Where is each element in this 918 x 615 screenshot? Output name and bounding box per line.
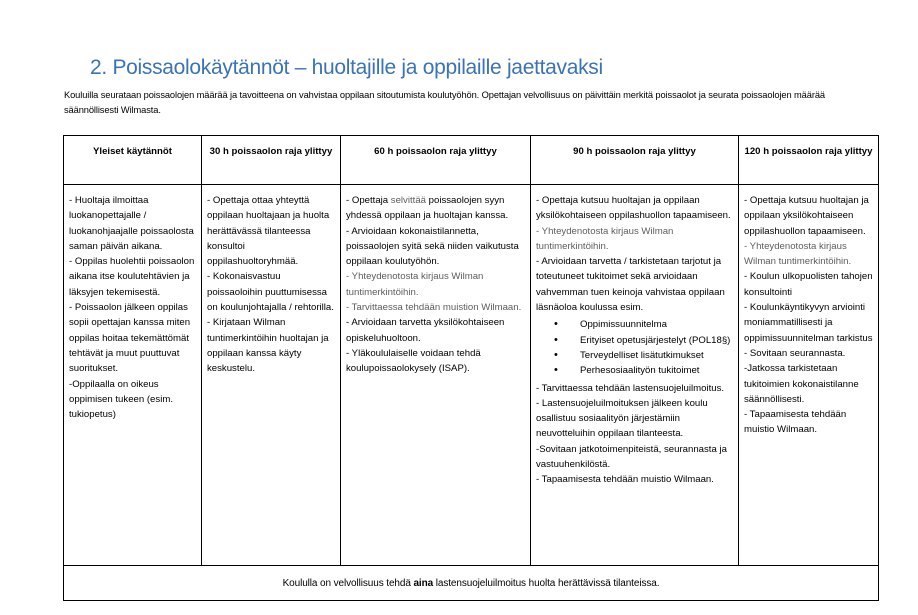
bullet-item: • Erityiset opetusjärjestelyt (POL18§): [580, 333, 734, 348]
list-item: - Opettaja kutsuu huoltajan ja oppilaan yksilökohtaiseen oppilashuollon tapaamiseen.: [536, 195, 731, 222]
list-item: -Oppilaalla on oikeus oppimisen tukeen (esim. tukiopetus): [69, 378, 173, 421]
list-item: - Yhteydenotosta kirjaus Wilman tuntimerkintöihin.: [346, 271, 484, 298]
list-item: - Tarvittaessa tehdään muistion Wilmaan.: [346, 302, 522, 314]
header-general: Yleiset käytännöt: [64, 136, 202, 185]
list-item: - Opettaja kutsuu huoltajan ja oppilaan yksilökohtaiseen oppilashuollon tapaamiseen.: [744, 195, 869, 237]
header-60h: 60 h poissaolon raja ylittyy: [341, 136, 531, 185]
text-fragment: - Opettaja: [346, 195, 391, 206]
absence-policy-table: [63, 135, 879, 601]
table-header-row: [64, 136, 879, 185]
list-item: - Opettaja ottaa yhteyttä oppilaan huoltajaan ja huolta herättävässä tilanteessa konsultoi oppilashuoltoryhmää.: [207, 195, 330, 268]
list-item: - Huoltaja ilmoittaa luokanopettajalle / luokanohjaajalle poissaolosta saman päivän aikana.: [69, 195, 194, 252]
table-body-row: [64, 185, 879, 566]
list-item: -Sovitaan jatkotoimenpiteistä, seurannasta ja vastuuhenkilöstä.: [536, 443, 727, 471]
header-90h: 90 h poissaolon raja ylittyy: [531, 136, 739, 185]
bullet-item: • Perhesosiaalityön tukitoimet: [580, 363, 734, 378]
muted-text-fragment: selvittää: [390, 195, 426, 206]
list-item: [346, 193, 526, 224]
cell-30h: [202, 185, 341, 566]
list-item: - Yhteydenotosta kirjaus Wilman tuntimerkintöihin.: [536, 225, 674, 252]
footer-note: [64, 566, 879, 601]
text-fragment: lastensuojeluilmoitus huolta herättävissä tilanteissa.: [433, 577, 660, 589]
list-item: - Arvioidaan kokonaistilannetta, poissaolojen syitä sekä niiden vaikutusta oppilaan koulutyöhön.: [346, 225, 519, 268]
list-item: - Arvioidaan tarvetta yksilökohtaiseen opiskeluhuoltoon.: [346, 317, 505, 344]
list-item: - Yläkoululaiselle voidaan tehdä koulupoissaolokysely (ISAP).: [346, 347, 481, 375]
list-item: - Tapaamisesta tehdään muistio Wilmaan.: [744, 409, 847, 436]
list-item: - Lastensuojeluilmoituksen jälkeen koulu osallistuu sosiaalityön järjestämiin neuvotteluihin oppilaan tilanteesta.: [536, 397, 708, 440]
list-item: - Tarvittaessa tehdään lastensuojeluilmoitus.: [536, 382, 725, 394]
cell-120h: [739, 185, 879, 566]
list-item: - Tapaamisesta tehdään muistio Wilmaan.: [536, 474, 714, 486]
cell-90h: [531, 185, 739, 566]
list-item: - Kirjataan Wilman tuntimerkintöihin huoltajan ja oppilaan kanssa käyty keskustelu.: [207, 317, 329, 375]
header-30h: 30 h poissaolon raja ylittyy: [202, 136, 341, 185]
cell-60h: [341, 185, 531, 566]
list-item: - Koulunkäyntikyvyn arviointi moniammatillisesti ja oppimissuunnitelman tarkistus: [744, 302, 873, 344]
intro-paragraph: Kouluilla seurataan poissaolojen määrää ja tavoitteena on vahvistaa oppilaan sitoutumista koulutyöhön. Opettajan velvollisuus on päivittäin merkitä poissaolot ja seurata poissaolojen määrää säännöllisesti Wilmasta.: [64, 90, 825, 115]
list-item: - Yhteydenotosta kirjaus Wilman tuntimerkintöihin.: [744, 240, 852, 268]
table-footer-row: [64, 566, 879, 601]
support-measures-list: [536, 317, 734, 378]
text-fragment: Koululla on velvollisuus tehdä: [282, 577, 414, 589]
list-item: - Sovitaan seurannasta.: [744, 347, 846, 359]
text-fragment: poissaolojen syyn yhdessä oppilaan ja huoltajan kanssa.: [346, 195, 509, 222]
list-item: - Koulun ulkopuolisten tahojen konsultointi: [744, 271, 873, 298]
list-item: - Poissaolon jälkeen oppilas sopii opettajan kanssa miten oppilas hoitaa tekemättömät tehtävät ja muut puuttuvat suoritukset.: [69, 302, 191, 375]
list-item: - Kokonaisvastuu poissaoloihin puuttumisessa on koulunjohtajalla / rehtorilla.: [207, 271, 334, 314]
cell-general: [64, 185, 202, 566]
list-item: - Oppilas huolehtii poissaolon aikana itse koulutehtävien ja läksyjen tekemisestä.: [69, 256, 195, 298]
page-title: 2. Poissaolokäytännöt – huoltajille ja oppilaille jaettavaksi: [90, 56, 603, 79]
bullet-item: • Oppimissuunnitelma: [580, 317, 734, 332]
list-item: - Arvioidaan tarvetta / tarkistetaan tarjotut ja toteutuneet tukitoimet sekä arvioidaan vahvemman tuen keinoja vahvistaa oppilaan läsnäoloa koulussa esim.: [536, 256, 725, 314]
bullet-item: • Terveydelliset lisätutkimukset: [580, 348, 734, 363]
header-120h: 120 h poissaolon raja ylittyy: [739, 136, 879, 185]
bold-text-fragment: aina: [413, 577, 434, 589]
list-item: -Jatkossa tarkistetaan tukitoimien kokonaistilanne säännöllisesti.: [744, 363, 859, 405]
